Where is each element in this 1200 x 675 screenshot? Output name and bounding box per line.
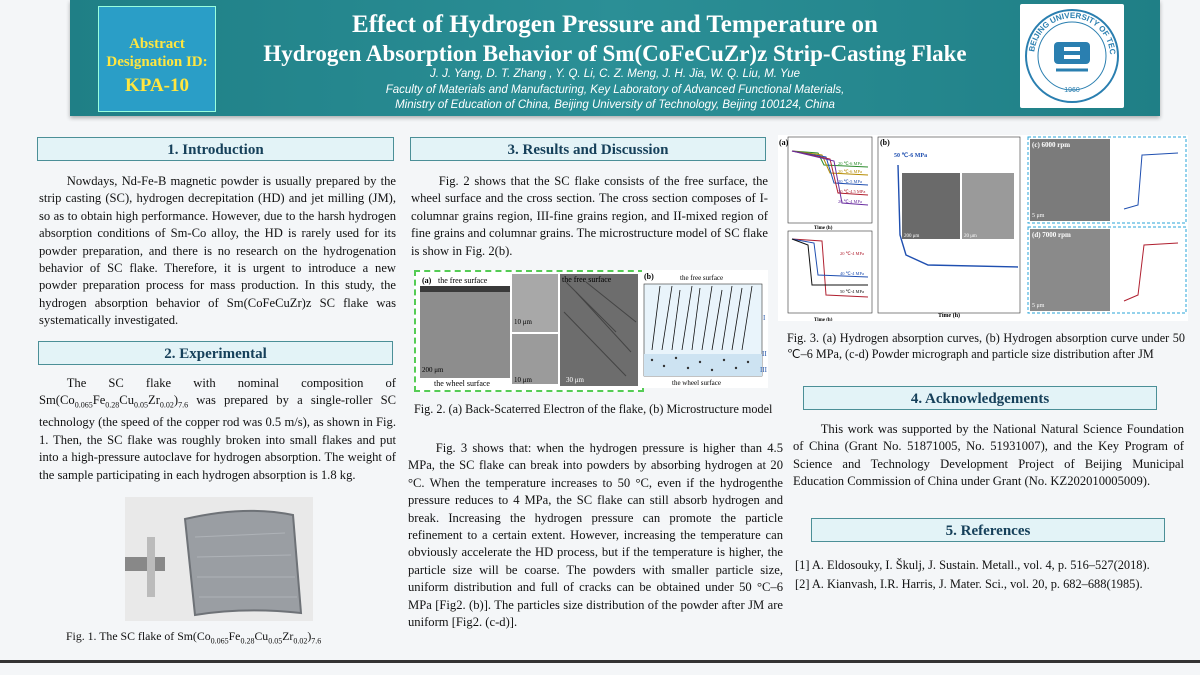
refs-heading: 5. References xyxy=(811,518,1165,542)
svg-text:III: III xyxy=(760,366,767,374)
poster-title-line2: Hydrogen Absorption Behavior of Sm(CoFeCuZr)z Strip-Casting Flake xyxy=(263,41,967,66)
svg-text:200 μm: 200 μm xyxy=(904,234,920,239)
fig3-caption: Fig. 3. (a) Hydrogen absorption curves, (b) Hydrogen absorption curve under 50 ℃–6 MPa, (c-d) Powder micrograph and particle size distribution after JM xyxy=(787,331,1185,361)
results-paragraph1: Fig. 2 shows that the SC flake consists of the free surface, the wheel surface and the cross section. The cross section composes of I-columnar grains region, III-fine grains region, and II-mixed region of fine grains and columnar grains. The microstructure model of SC flake is show in Fig. 2(b). xyxy=(411,174,768,258)
svg-text:Time (h): Time (h) xyxy=(814,226,833,231)
svg-text:40 ℃-4 MPa: 40 ℃-4 MPa xyxy=(840,271,865,276)
affiliation-line1: Faculty of Materials and Manufacturing, Key Laboratory of Advanced Functional Materials, xyxy=(385,83,845,96)
svg-text:(d) 7000 rpm: (d) 7000 rpm xyxy=(1032,231,1071,239)
fig2b-microstructure-model xyxy=(642,270,768,388)
fig2-caption: Fig. 2. (a) Back-Scaterred Electron of the flake, (b) Microstructure model xyxy=(414,402,773,416)
svg-text:50 ℃-6 MPa: 50 ℃-6 MPa xyxy=(894,153,928,159)
reference-2: [2] A. Kianvash, I.R. Harris, J. Mater. Sci., vol. 20, p. 682–688(1985). xyxy=(795,577,1143,591)
fig2b-model xyxy=(642,270,768,388)
fig3-panel xyxy=(778,135,1188,321)
svg-text:20 ℃-4.5 MPa: 20 ℃-4.5 MPa xyxy=(838,189,866,194)
results-paragraph2: Fig. 3 shows that: when the hydrogen pressure is higher than 4.5 MPa, the SC flake can break into powders by absorbing hydrogen at 20 °C. When the temperature increases to 50 °C, even if the hydrogenthe pressure reduces to 4 MPa, the SC flake can still absorb hydrogen and break. Increasing the hydrogen pressure can promote the particle refinement to a certain extent. However, increasing the temperature can obviously accelerate the HD process, but if the temperature is higher, the particle size will be coarse. The powders with smaller particle size, uniform distribution and full of cracks can be obtained under 50 °C–6 MPa [Fig2. (b)]. The particles size distribution of the powder after JM are uniform [Fig2. (c-d)]. xyxy=(408,441,783,630)
intro-heading: 1. Introduction xyxy=(37,137,394,161)
footer-divider xyxy=(0,660,1200,663)
abstract-label: Abstract xyxy=(129,36,185,52)
logo-year: 1960 xyxy=(1064,87,1080,94)
fig2-wheel-surface-label: the wheel surface xyxy=(434,379,490,388)
fig2a-sem-image xyxy=(416,272,642,390)
svg-text:(a): (a) xyxy=(422,276,432,285)
ack-heading: 4. Acknowledgements xyxy=(803,386,1157,410)
svg-text:20 ℃-6 MPa: 20 ℃-6 MPa xyxy=(838,169,863,174)
authors: J. J. Yang, D. T. Zhang , Y. Q. Li, C. Z. Meng, J. H. Jia, W. Q. Liu, M. Yue xyxy=(429,68,801,80)
svg-text:BEIJING UNIVERSITY OF TECHNOLO: BEIJING UNIVERSITY OF TEC xyxy=(1027,10,1118,55)
svg-text:20 ℃-5 MPa: 20 ℃-5 MPa xyxy=(838,179,863,184)
affiliation-line2: Ministry of Education of China, Beijing University of Technology, Beijing 100124, China xyxy=(395,99,835,111)
svg-text:5 μm: 5 μm xyxy=(1032,303,1045,309)
svg-text:(b): (b) xyxy=(644,272,654,281)
abstract-id-box xyxy=(98,6,216,112)
svg-text:the free surface: the free surface xyxy=(680,274,724,282)
svg-text:20 ℃-4 MPa: 20 ℃-4 MPa xyxy=(840,251,865,256)
svg-text:20 ℃-6 MPa: 20 ℃-6 MPa xyxy=(838,161,863,166)
fig1-caption: Fig. 1. The SC flake of $Sm(Co_{0.065}Fe_{0.28}Cu_{0.05}Zr_{0.02})_{7.6}$ xyxy=(66,629,322,646)
svg-text:20 μm: 20 μm xyxy=(964,234,977,239)
svg-text:(a): (a) xyxy=(779,138,789,147)
svg-text:Time (h): Time (h) xyxy=(814,318,833,321)
experimental-text xyxy=(39,375,396,484)
fig2a-panel xyxy=(414,270,644,392)
fig3-hydrogen-absorption-figure xyxy=(778,135,1188,321)
svg-text:I: I xyxy=(763,314,766,322)
poster-header xyxy=(70,0,1160,116)
experimental-heading: 2. Experimental xyxy=(38,341,393,365)
ack-text xyxy=(793,421,1184,491)
svg-text:200 μm: 200 μm xyxy=(422,366,444,374)
experimental-paragraph: The SC flake with nominal composition of $Sm(Co_{0.065}Fe_{0.28}Cu_{0.05}Zr_{0.02})_{7.6}$ was prepared by a single-roller SC technology (the speed of the copper rod was 0.5 m/s), as shown in Fig. 1. Then, the SC flake was roughly broken into small flakes and put into a high-pressure autoclave for hydrogen absorption. The weight of the sample participating in each hydrogen absorption is 1.8 kg. xyxy=(39,376,396,482)
results-text2 xyxy=(408,440,783,631)
poster-title-line1: Effect of Hydrogen Pressure and Temperature on xyxy=(352,11,878,38)
results-heading: 3. Results and Discussion xyxy=(410,137,766,161)
sc-flake-photo-icon xyxy=(125,497,313,621)
svg-text:10 μm: 10 μm xyxy=(514,318,532,326)
fig1-photo xyxy=(125,497,313,621)
title-block xyxy=(220,10,1010,114)
results-text1 xyxy=(411,173,768,260)
svg-text:II: II xyxy=(762,350,767,358)
fig2-free-surface-label2: the free surface xyxy=(562,275,612,284)
svg-text:10 μm: 10 μm xyxy=(514,376,532,384)
intro-text xyxy=(39,173,396,330)
svg-text:20 ℃-4 MPa: 20 ℃-4 MPa xyxy=(838,199,863,204)
svg-text:50 ℃-4 MPa: 50 ℃-4 MPa xyxy=(840,289,865,294)
svg-text:5 μm: 5 μm xyxy=(1032,213,1045,219)
university-logo xyxy=(1020,4,1124,108)
svg-text:(b): (b) xyxy=(880,138,890,147)
svg-text:the wheel surface: the wheel surface xyxy=(672,379,721,387)
intro-paragraph: Nowdays, Nd-Fe-B magnetic powder is usually prepared by the strip casting (SC), hydrogen decrepitation (HD) and jet milling (JM), so as to obtain high performance. However, due to the harsh hydrogen absorption conditions of Sm-Co alloy, the HD is rarely used for its powder preparation, and there is no research on the hydrogenation behavior of SC flake. Therefore, it is urgent to introduce a new powder preparation process for mass production. In this study, the hydrogen absorption behavior of Sm(CoFeCuZr)z SC flake was systematically investigated. xyxy=(39,174,396,328)
designation-label: Designation ID: xyxy=(106,54,208,70)
reference-1: [1] A. Eldosouky, I. Škulj, J. Sustain. Metall., vol. 4, p. 516–527(2018). xyxy=(795,558,1150,572)
fig2-free-surface-label: the free surface xyxy=(438,276,488,285)
ack-paragraph: This work was supported by the National Natural Science Foundation of China (Grant No. 51871005, No. 51931007), and the Key Program of Science and Technology Development Project of Beijing Municipal Education Commission of China under Grant (No. KZ202010005009). xyxy=(793,422,1184,489)
svg-text:(c) 6000 rpm: (c) 6000 rpm xyxy=(1032,141,1071,149)
refs-list xyxy=(795,556,1195,594)
logo-emblem-icon xyxy=(1020,4,1124,108)
svg-text:Time (h): Time (h) xyxy=(938,313,961,319)
svg-text:30 μm: 30 μm xyxy=(566,376,584,384)
abstract-id: KPA-10 xyxy=(124,75,190,96)
